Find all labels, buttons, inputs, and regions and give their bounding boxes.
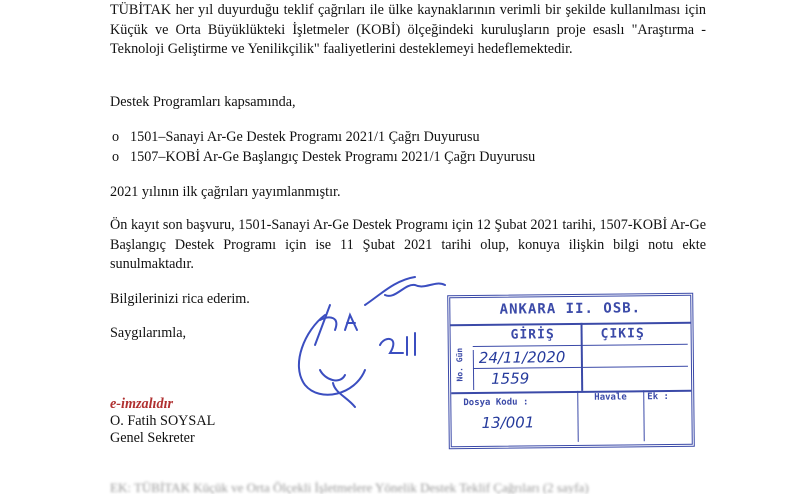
- closing-text: Saygılarımla,: [110, 325, 187, 341]
- bullet-icon: o: [112, 129, 120, 145]
- divider: [451, 322, 691, 327]
- bullet-icon: o: [112, 149, 120, 165]
- list-item: [112, 147, 535, 167]
- attachment-line: EK: TÜBİTAK Küçük ve Orta Ölçekli İşletmelere Yönelik Destek Teklif Çağrıları (2 sayfa): [110, 480, 589, 494]
- stamp-title: ANKARA II. OSB.: [499, 300, 642, 318]
- published-paragraph: 2021 yılının ilk çağrıları yayımlanmıştır.: [110, 184, 341, 200]
- stamp-attachment-label: Ek :: [647, 391, 670, 403]
- handwritten-date: 24/11/2020: [478, 348, 566, 367]
- divider: [577, 391, 579, 442]
- list-item: [112, 127, 535, 147]
- stamp-side-label: No. Gün: [455, 347, 465, 382]
- divider: [580, 323, 583, 391]
- program-1501: 1501–Sanayi Ar-Ge Destek Programı 2021/1 Çağrı Duyurusu: [130, 129, 480, 145]
- signatory-title: Genel Sekreter: [110, 430, 195, 446]
- stamp-exit-label: ÇIKIŞ: [600, 326, 645, 342]
- programs-paragraph: Destek Programları kapsamında,: [110, 94, 296, 110]
- registration-stamp: [447, 293, 695, 450]
- info-paragraph: Bilgilerinizi rica ederim.: [110, 291, 250, 307]
- e-signed-label: e-imzalıdır: [110, 396, 174, 412]
- stamp-referral-label: Havale: [594, 392, 627, 403]
- divider: [643, 390, 645, 441]
- program-list: [112, 127, 535, 167]
- stamp-entry-label: GİRİŞ: [510, 327, 555, 343]
- handwritten-number: 1559: [490, 369, 530, 388]
- stamp-file-code-label: Dosya Kodu :: [463, 397, 529, 409]
- handwritten-file-code: 13/001: [481, 413, 535, 432]
- signature-block: [110, 396, 215, 447]
- signatory-name: O. Fatih SOYSAL: [110, 413, 216, 429]
- intro-paragraph: TÜBİTAK her yıl duyurduğu teklif çağrıları ile ülke kaynaklarının verimli bir şekilde kullanılması için Küçük ve Orta Büyüklükteki İşletmeler (KOBİ) ölçeğindeki kuruluşların proje esaslı "Araştırma - Teknoloji Geliştirme ve Yenilikçilik" faaliyetlerini desteklemeyi hedeflemektedir.: [110, 2, 706, 58]
- program-1507: 1507–KOBİ Ar-Ge Başlangıç Destek Programı 2021/1 Çağrı Duyurusu: [130, 149, 536, 165]
- deadline-paragraph: Ön kayıt son başvuru, 1501-Sanayi Ar-Ge Destek Programı için 12 Şubat 2021 tarihi, 1507-KOBİ Ar-Ge Başlangıç Destek Programı için ise 11 Şubat 2021 tarihi olup, konuya ilişkin bilgi notu ekte sunulmaktadır.: [110, 217, 706, 273]
